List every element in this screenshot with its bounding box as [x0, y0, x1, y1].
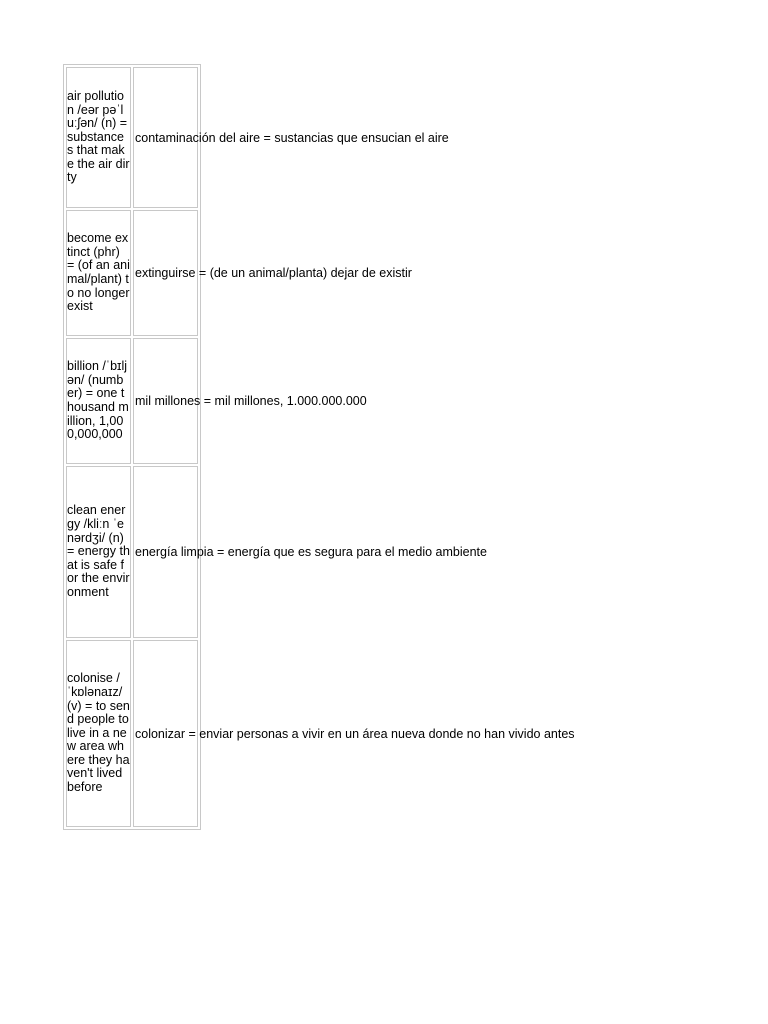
translation-cell: [133, 640, 575, 827]
translation-cell: [133, 338, 367, 464]
term-text: clean energy /kliːn ˈenərdʒi/ (n) = energy that is safe for the environment: [67, 503, 130, 599]
term-text: air pollution /eər pəˈluːʃən/ (n) = substances that make the air dirty: [67, 88, 130, 185]
term-text: colonise /ˈkɒlənaɪz/ (v) = to send people to live in a new area where they haven't lived before: [67, 671, 130, 795]
table-row: [66, 640, 198, 827]
term-text: billion /ˈbɪljən/ (number) = one thousand million, 1,000,000,000: [67, 359, 129, 442]
term-text: become extinct (phr) = (of an animal/plant) to no longer exist: [67, 231, 130, 314]
translation-cell: [133, 466, 487, 638]
term-cell: [66, 466, 131, 638]
translation-text: energía limpia = energía que es segura para el medio ambiente: [135, 545, 487, 559]
translation-text: colonizar = enviar personas a vivir en un área nueva donde no han vivido antes: [135, 726, 575, 741]
translation-text: contaminación del aire = sustancias que ensucian el aire: [135, 130, 449, 145]
table-row: [66, 466, 198, 638]
term-cell: [66, 640, 131, 827]
term-cell: [66, 338, 131, 464]
term-cell: [66, 67, 131, 208]
table-row: [66, 67, 198, 208]
translation-text: mil millones = mil millones, 1.000.000.000: [135, 394, 367, 408]
translation-text: extinguirse = (de un animal/planta) dejar de existir: [135, 266, 412, 280]
table-row: [66, 210, 198, 336]
vocabulary-table: [63, 64, 575, 830]
table-row: [66, 338, 198, 464]
term-cell: [66, 210, 131, 336]
translation-cell: [133, 210, 412, 336]
translation-cell: [133, 67, 449, 208]
